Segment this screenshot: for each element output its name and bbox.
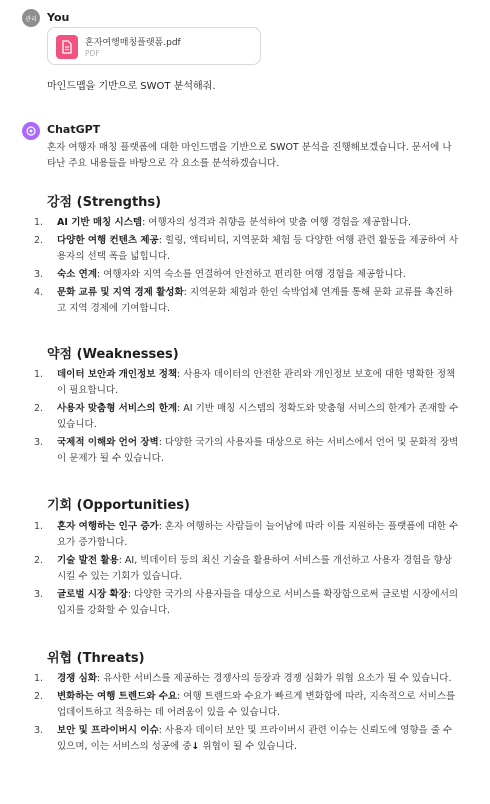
section-heading-opportunities: 기회 (Opportunities) (47, 498, 190, 513)
file-type: PDF (85, 49, 100, 58)
user-name: You (47, 11, 70, 24)
openai-logo-icon (25, 125, 37, 137)
user-message-text: 마인드맵을 기반으로 SWOT 분석해줘. (47, 81, 216, 92)
attached-file-card[interactable] (47, 27, 261, 65)
list-item: 1. 혼자 여행하는 인구 증가: 혼자 여행하는 사람들이 늘어남에 따라 이를 지원하는 플랫폼에 대한 수요가 증가합니다. (34, 521, 459, 548)
list-item: 1. 데이터 보안과 개인정보 정책: 사용자 데이터의 안전한 관리와 개인정보 보호에 대한 명확한 정책이 필요합니다. (34, 369, 456, 396)
scroll-down-arrow-icon[interactable]: ↓ (191, 741, 200, 752)
weaknesses-list (34, 367, 459, 469)
pdf-file-icon (56, 35, 78, 59)
opportunities-list (34, 519, 459, 621)
user-avatar (22, 9, 40, 27)
list-item: 3. 국제적 이해와 언어 장벽: 다양한 국가의 사용자를 대상으로 하는 서비스에서 언어 및 문화적 장벽이 문제가 될 수 있습니다. (34, 437, 459, 464)
list-item: 4. 문화 교류 및 지역 경제 활성화: 지역문화 체험과 한인 숙박업체 연계를 통해 문화 교류를 촉진하고 지역 경제에 기여합니다. (34, 287, 453, 314)
threats-list (34, 671, 459, 757)
list-item: 1. AI 기반 매칭 시스템: 여행자의 성격과 취향을 분석하여 맞춤 여행 경험을 제공합니다. (34, 217, 412, 228)
avatar-initials: 관리 (25, 15, 37, 23)
strengths-list (34, 215, 459, 319)
list-item: 3. 보안 및 프라이버시 이슈: 사용자 데이터 보안 및 프라이버시 관련 이슈는 신뢰도에 영향을 줄 수 있으며, 이는 서비스의 성공에 중↓ 위협이 될 수 있습니다. (47, 723, 459, 755)
list-item: 3. 숙소 연계: 여행자와 지역 숙소를 연결하여 안전하고 편리한 여행 경험을 제공합니다. (34, 269, 406, 280)
list-item: 2. 변화하는 여행 트렌드와 수요: 여행 트렌드와 수요가 빠르게 변화함에 따라, 지속적으로 서비스를 업데이트하고 적응하는 데 어려움이 있을 수 있습니다. (34, 691, 456, 718)
section-heading-threats: 위협 (Threats) (47, 651, 145, 666)
section-heading-strengths: 강점 (Strengths) (47, 195, 162, 210)
assistant-intro: 혼자 여행자 매칭 플랫폼에 대한 마인드맵을 기반으로 SWOT 분석을 진행해보겠습니다. 문서에 나타난 주요 내용들을 바탕으로 각 요소를 분석하겠습니다. (47, 142, 452, 169)
list-item: 2. 다양한 여행 컨텐츠 제공: 힐링, 액티비티, 지역문화 체험 등 다양한 여행 관련 활동을 제공하여 사용자의 선택 폭을 넓힙니다. (34, 235, 459, 262)
file-name: 혼자여행매칭플랫폼.pdf (85, 38, 181, 48)
list-item: 3. 글로벌 시장 확장: 다양한 국가의 사용자들을 대상으로 서비스를 확장함으로써 글로벌 시장에서의 입지를 강화할 수 있습니다. (34, 589, 459, 616)
list-item: 2. 사용자 맞춤형 서비스의 한계: AI 기반 매칭 시스템의 정확도와 맞춤형 서비스의 한계가 존재할 수 있습니다. (34, 403, 459, 430)
list-item: 2. 기술 발전 활용: AI, 빅데이터 등의 최신 기술을 활용하여 서비스를 개선하고 사용자 경험을 향상시킬 수 있는 기회가 있습니다. (34, 555, 452, 582)
list-item: 1. 경쟁 심화: 유사한 서비스를 제공하는 경쟁사의 등장과 경쟁 심화가 위협 요소가 될 수 있습니다. (34, 673, 452, 684)
chatgpt-avatar (22, 122, 40, 140)
assistant-name: ChatGPT (47, 123, 101, 136)
section-heading-weaknesses: 약점 (Weaknesses) (47, 347, 179, 362)
